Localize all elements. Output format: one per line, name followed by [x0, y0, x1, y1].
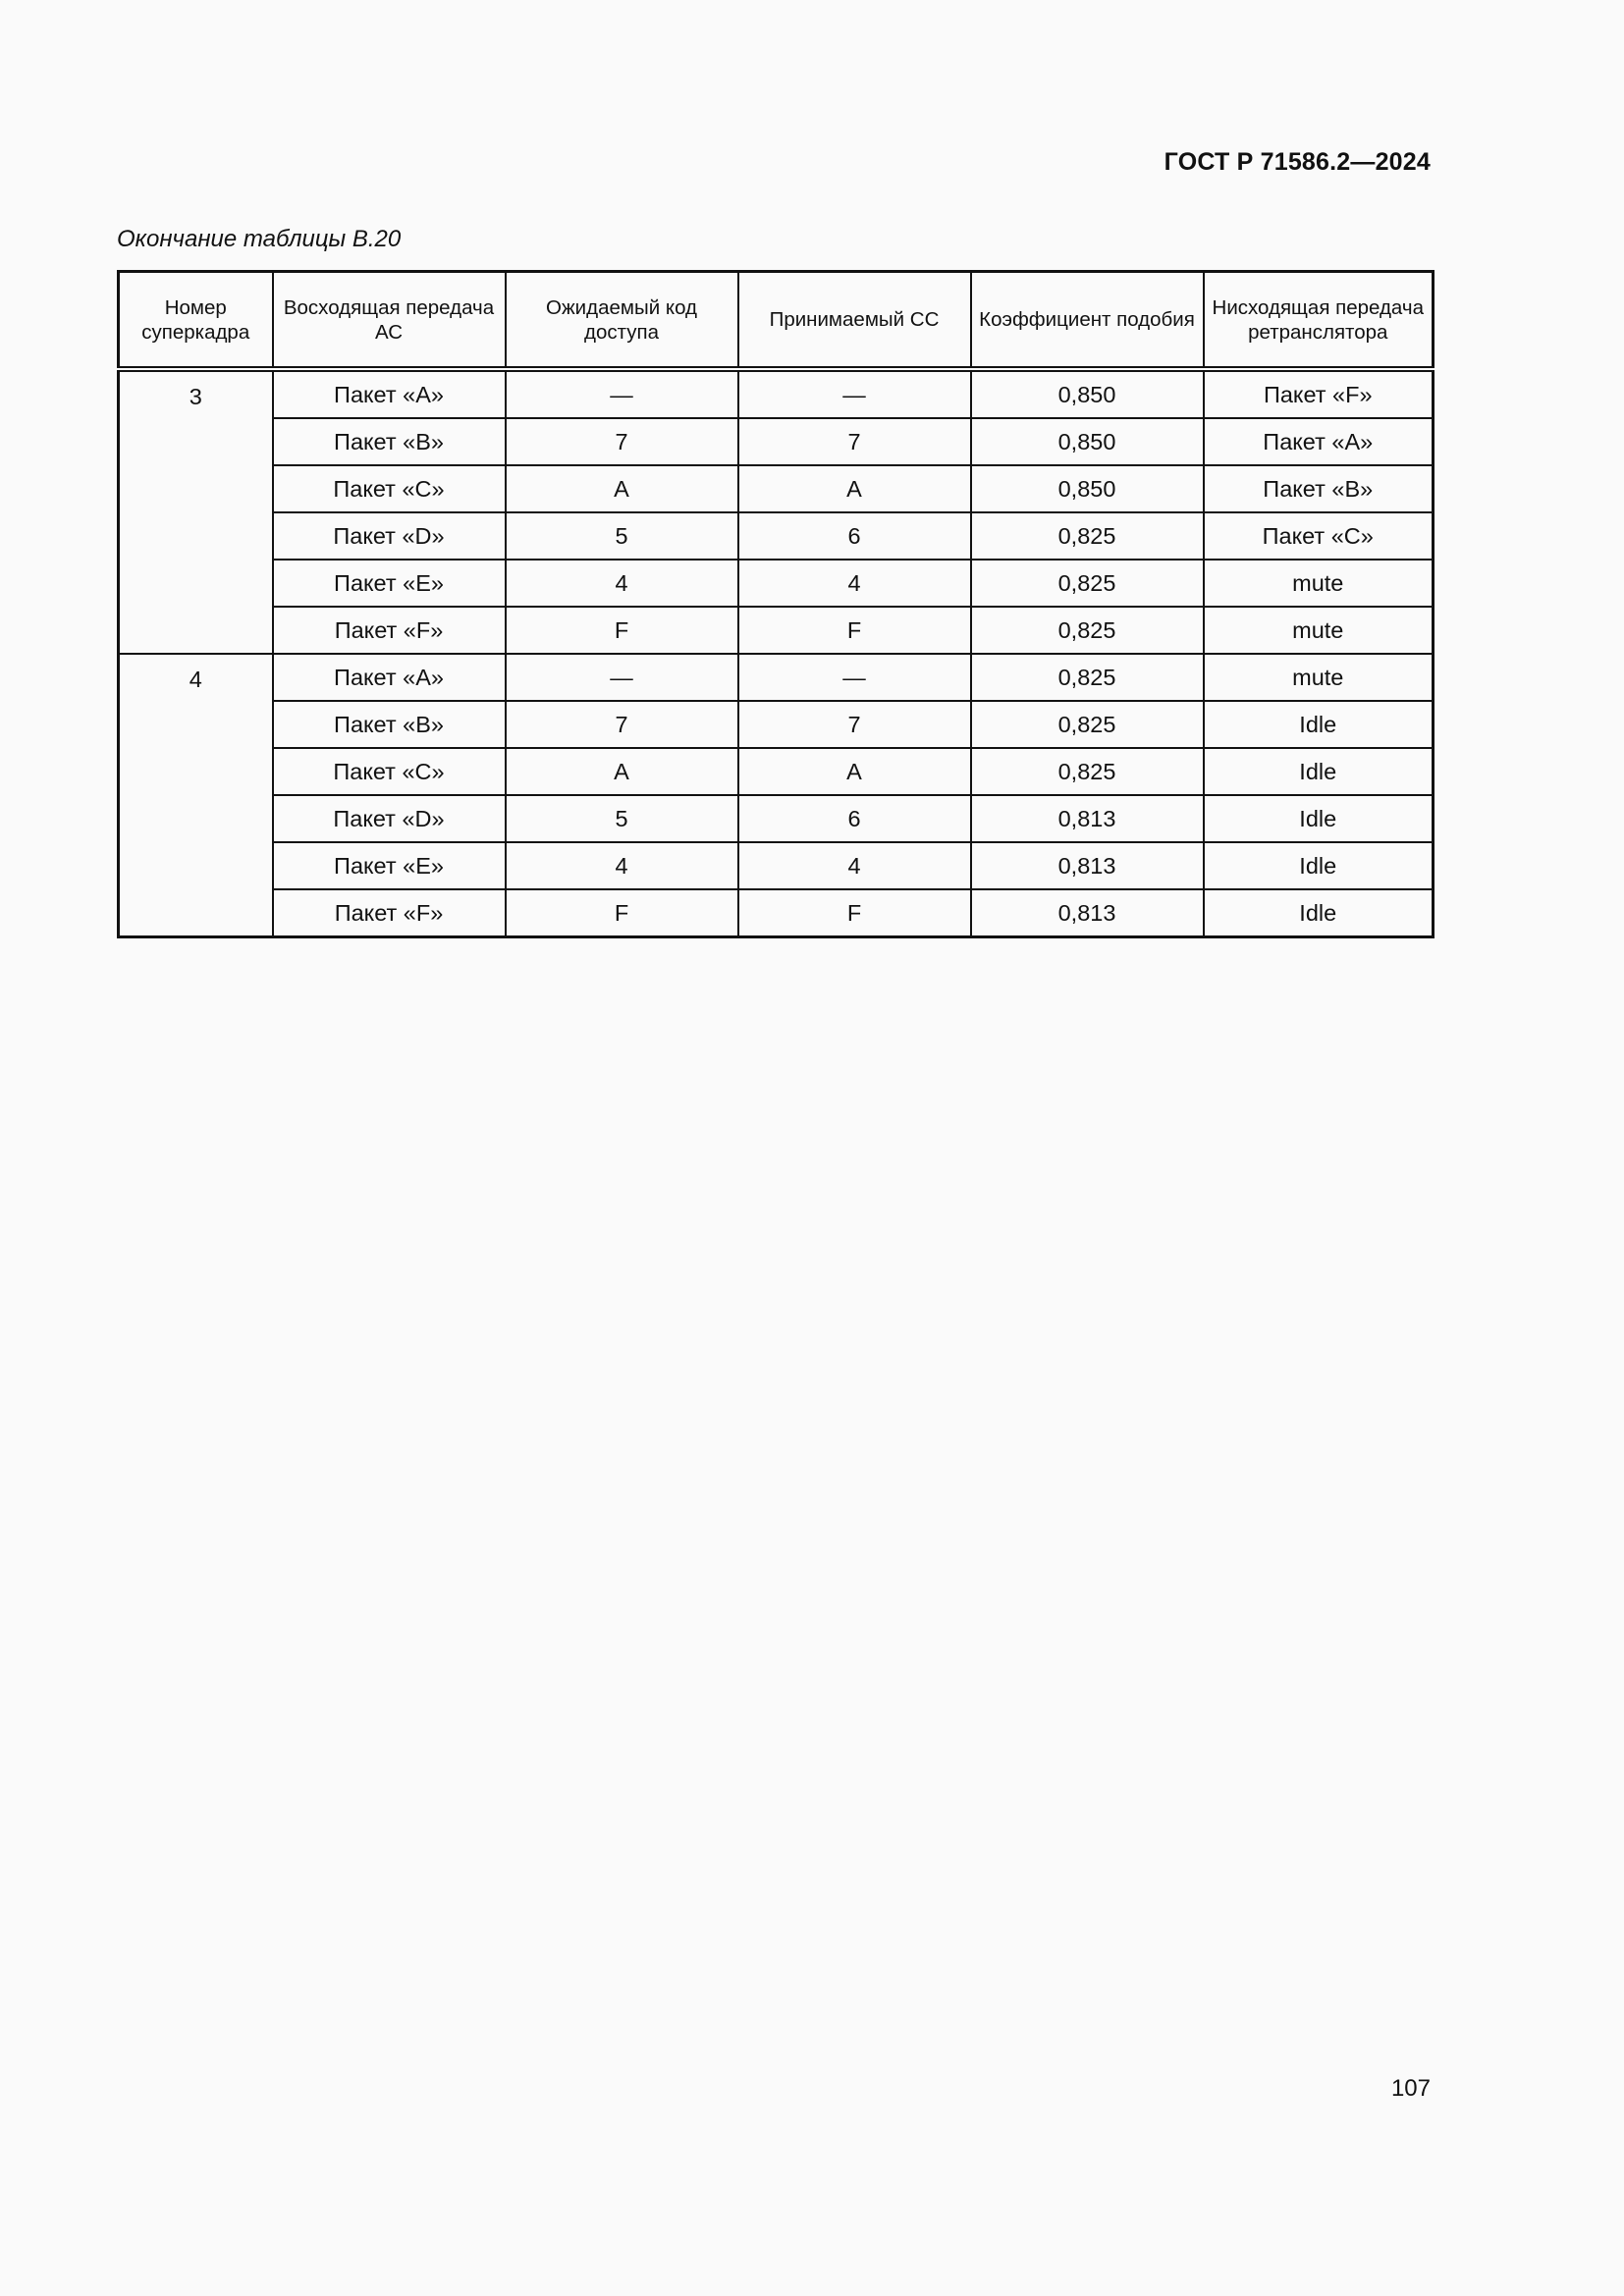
- cell-downlink: Idle: [1204, 795, 1434, 842]
- cell-received: 6: [738, 512, 971, 560]
- page-number: 107: [1390, 2075, 1431, 2102]
- header-superframe: Номер суперкадра: [119, 272, 273, 370]
- header-uplink: Восходящая передача АС: [273, 272, 506, 370]
- cell-expected-code: A: [506, 748, 738, 795]
- cell-downlink: mute: [1204, 560, 1434, 607]
- cell-coefficient: 0,813: [971, 889, 1204, 937]
- cell-downlink: mute: [1204, 607, 1434, 654]
- table-row: [119, 748, 1434, 795]
- cell-coefficient: 0,825: [971, 512, 1204, 560]
- cell-downlink: Пакет «A»: [1204, 418, 1434, 465]
- header-received: Принимаемый СС: [738, 272, 971, 370]
- table-row: [119, 795, 1434, 842]
- cell-uplink: Пакет «A»: [273, 654, 506, 701]
- header-downlink: Нисходящая передача ретранслятора: [1204, 272, 1434, 370]
- table-row: [119, 560, 1434, 607]
- table-row: [119, 701, 1434, 748]
- cell-expected-code: A: [506, 465, 738, 512]
- cell-received: —: [738, 369, 971, 418]
- cell-coefficient: 0,825: [971, 701, 1204, 748]
- cell-expected-code: 5: [506, 512, 738, 560]
- cell-received: 4: [738, 842, 971, 889]
- cell-superframe: 4: [119, 654, 273, 937]
- table-row: [119, 465, 1434, 512]
- cell-downlink: Idle: [1204, 701, 1434, 748]
- cell-coefficient: 0,825: [971, 607, 1204, 654]
- cell-downlink: Idle: [1204, 889, 1434, 937]
- cell-uplink: Пакет «E»: [273, 560, 506, 607]
- cell-received: 7: [738, 418, 971, 465]
- cell-expected-code: —: [506, 369, 738, 418]
- cell-downlink: Idle: [1204, 842, 1434, 889]
- header-coefficient: Коэффициент подобия: [971, 272, 1204, 370]
- cell-uplink: Пакет «D»: [273, 512, 506, 560]
- table-row: [119, 607, 1434, 654]
- cell-expected-code: F: [506, 889, 738, 937]
- cell-downlink: Пакет «F»: [1204, 369, 1434, 418]
- document-code: ГОСТ Р 71586.2—2024: [1164, 148, 1431, 176]
- cell-coefficient: 0,850: [971, 418, 1204, 465]
- cell-uplink: Пакет «B»: [273, 418, 506, 465]
- cell-expected-code: 7: [506, 701, 738, 748]
- table-row: [119, 369, 1434, 418]
- cell-uplink: Пакет «E»: [273, 842, 506, 889]
- cell-expected-code: —: [506, 654, 738, 701]
- cell-uplink: Пакет «C»: [273, 465, 506, 512]
- table-row: [119, 512, 1434, 560]
- cell-coefficient: 0,850: [971, 465, 1204, 512]
- table-row: [119, 842, 1434, 889]
- table-row: [119, 889, 1434, 937]
- table-body: [119, 369, 1434, 937]
- cell-uplink: Пакет «B»: [273, 701, 506, 748]
- cell-coefficient: 0,825: [971, 654, 1204, 701]
- table-row: [119, 654, 1434, 701]
- cell-downlink: mute: [1204, 654, 1434, 701]
- cell-coefficient: 0,813: [971, 795, 1204, 842]
- cell-coefficient: 0,825: [971, 748, 1204, 795]
- cell-expected-code: 4: [506, 842, 738, 889]
- cell-coefficient: 0,825: [971, 560, 1204, 607]
- cell-received: A: [738, 748, 971, 795]
- cell-expected-code: 7: [506, 418, 738, 465]
- header-row: [119, 272, 1434, 370]
- cell-expected-code: 5: [506, 795, 738, 842]
- cell-downlink: Пакет «C»: [1204, 512, 1434, 560]
- data-table: [117, 270, 1435, 938]
- cell-uplink: Пакет «D»: [273, 795, 506, 842]
- table-row: [119, 418, 1434, 465]
- table-header: [119, 272, 1434, 370]
- cell-uplink: Пакет «F»: [273, 889, 506, 937]
- cell-superframe: 3: [119, 369, 273, 654]
- cell-received: 6: [738, 795, 971, 842]
- cell-received: F: [738, 607, 971, 654]
- cell-received: 7: [738, 701, 971, 748]
- cell-uplink: Пакет «C»: [273, 748, 506, 795]
- cell-received: 4: [738, 560, 971, 607]
- cell-uplink: Пакет «F»: [273, 607, 506, 654]
- cell-downlink: Пакет «B»: [1204, 465, 1434, 512]
- cell-downlink: Idle: [1204, 748, 1434, 795]
- cell-received: —: [738, 654, 971, 701]
- cell-expected-code: F: [506, 607, 738, 654]
- cell-received: A: [738, 465, 971, 512]
- cell-uplink: Пакет «A»: [273, 369, 506, 418]
- cell-received: F: [738, 889, 971, 937]
- table-caption: Окончание таблицы В.20: [117, 226, 402, 252]
- cell-coefficient: 0,850: [971, 369, 1204, 418]
- header-expected-code: Ожидаемый код доступа: [506, 272, 738, 370]
- cell-coefficient: 0,813: [971, 842, 1204, 889]
- cell-expected-code: 4: [506, 560, 738, 607]
